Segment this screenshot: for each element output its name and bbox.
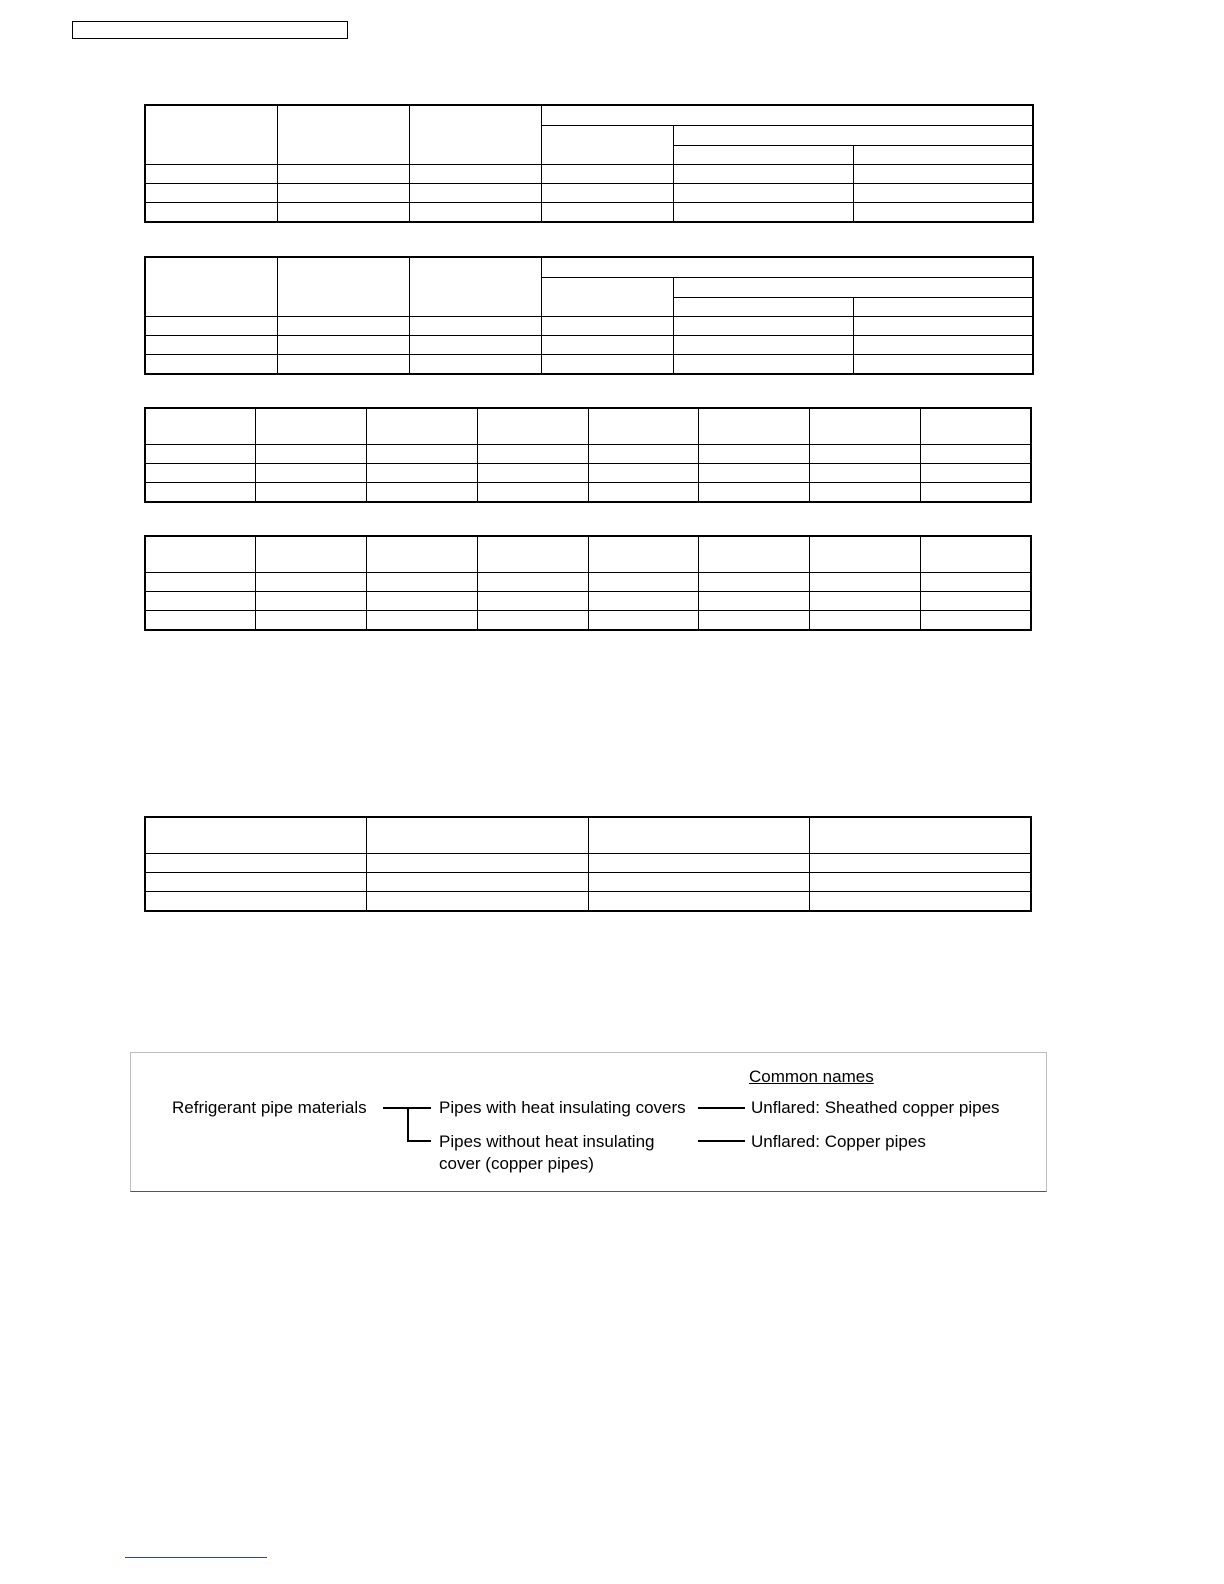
branch-2-label-line2: cover (copper pipes) xyxy=(439,1154,594,1173)
table-row xyxy=(145,464,1031,483)
table-row xyxy=(145,854,1031,873)
root-label: Refrigerant pipe materials xyxy=(172,1098,367,1117)
table-row xyxy=(145,165,1033,184)
header-cell xyxy=(541,278,673,317)
common-names-title: Common names xyxy=(749,1067,874,1086)
header-box xyxy=(72,21,348,39)
table-row xyxy=(145,317,1033,336)
table-header-row xyxy=(145,536,1031,573)
table-row xyxy=(145,483,1031,503)
connector-line xyxy=(698,1140,745,1142)
spec-table-2 xyxy=(144,256,1034,375)
header-cell xyxy=(673,126,1033,146)
header-cell xyxy=(277,105,409,165)
table-row xyxy=(145,611,1031,631)
connector-line xyxy=(407,1140,431,1142)
header-cell xyxy=(145,257,277,317)
spec-table-5 xyxy=(144,816,1032,912)
header-cell xyxy=(673,146,853,165)
header-cell xyxy=(409,257,541,317)
table-row xyxy=(145,355,1033,375)
connector-line xyxy=(698,1107,745,1109)
table-row xyxy=(145,873,1031,892)
table-header-row xyxy=(145,817,1031,854)
branch-1-label: Pipes with heat insulating covers xyxy=(439,1098,686,1117)
connector-line xyxy=(407,1107,409,1142)
header-cell xyxy=(277,257,409,317)
common-name-1: Unflared: Sheathed copper pipes xyxy=(751,1098,1000,1117)
pipe-materials-diagram xyxy=(130,1052,1047,1192)
header-cell xyxy=(853,146,1033,165)
header-cell xyxy=(673,298,853,317)
header-cell xyxy=(409,105,541,165)
branch-2-label-line1: Pipes without heat insulating xyxy=(439,1132,655,1151)
header-cell xyxy=(853,298,1033,317)
header-cell xyxy=(541,105,1033,126)
table-row xyxy=(145,203,1033,223)
header-cell xyxy=(541,257,1033,278)
table-row xyxy=(145,892,1031,912)
table-row xyxy=(145,336,1033,355)
footer-link-underline xyxy=(125,1557,267,1558)
common-name-2: Unflared: Copper pipes xyxy=(751,1132,926,1151)
header-cell xyxy=(541,126,673,165)
table-row xyxy=(145,445,1031,464)
table-row xyxy=(145,592,1031,611)
spec-table-1 xyxy=(144,104,1034,223)
header-cell xyxy=(673,278,1033,298)
table-row xyxy=(145,573,1031,592)
spec-table-4 xyxy=(144,535,1032,631)
header-cell xyxy=(145,105,277,165)
table-header-row xyxy=(145,408,1031,445)
spec-table-3 xyxy=(144,407,1032,503)
table-row xyxy=(145,184,1033,203)
